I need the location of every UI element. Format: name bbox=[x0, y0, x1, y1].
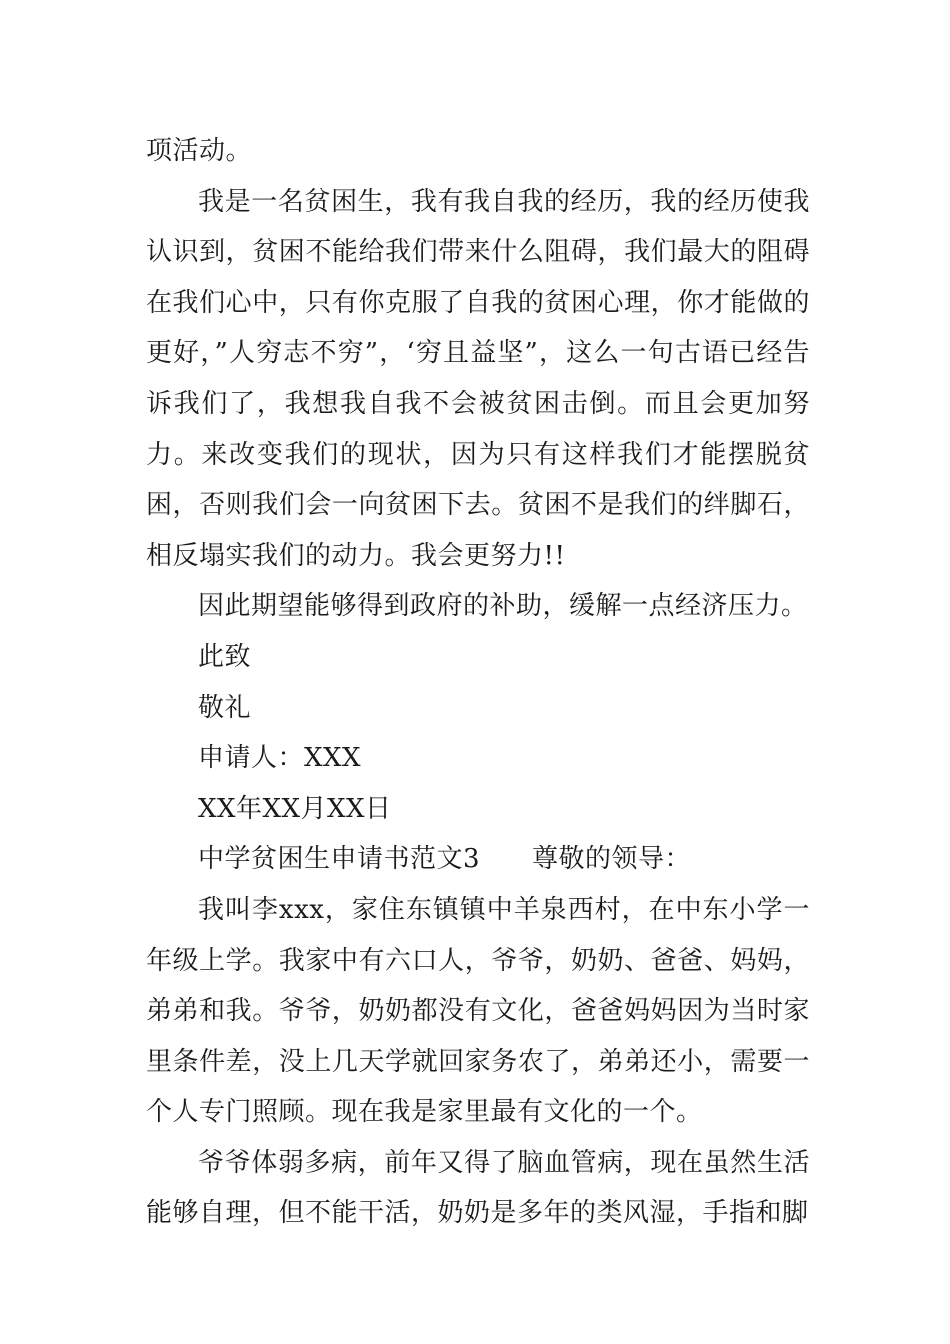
closing-cizhi: 此致 bbox=[198, 641, 252, 672]
section-salutation: 尊敬的领导： bbox=[532, 844, 692, 875]
section-title: 中学贫困生申请书范文3 bbox=[198, 844, 481, 875]
section-heading bbox=[146, 834, 810, 885]
paragraph-grandparents: 爷爷体弱多病，前年又得了脑血管病，现在虽然生活能够自理，但不能干活，奶奶是多年的类风湿，手指和脚 bbox=[146, 1147, 810, 1229]
applicant-signature: 申请人：XXX bbox=[198, 743, 362, 774]
paragraph-experience: 我是一名贫困生，我有我自我的经历，我的经历使我认识到，贫困不能给我们带来什么阻碍，我们最大的阻碍在我们心中，只有你克服了自我的贫困心理，你才能做的更好，”人穷志不穷”，‘穷且益坚”，这么一句古语已经告诉我们了，我想我自我不会被贫困击倒。而且会更加努力。来改变我们的现状，因为只有这样我们才能摆脱贫困，否则我们会一向贫困下去。贫困不是我们的绊脚石，相反塌实我们的动力。我会更努力!! bbox=[146, 186, 810, 571]
paragraph-continuation: 项活动。 bbox=[146, 136, 253, 166]
paragraph-family-intro: 我叫李xxx，家住东镇镇中羊泉西村，在中东小学一年级上学。我家中有六口人，爷爷，奶奶、爸爸、妈妈，弟弟和我。爷爷，奶奶都没有文化，爸爸妈妈因为当时家里条件差，没上几天学就回家务农了，弟弟还小，需要一个人专门照顾。现在我是家里最有文化的一个。 bbox=[146, 894, 810, 1128]
paragraph-request: 因此期望能够得到政府的补助，缓解一点经济压力。 bbox=[198, 591, 808, 622]
document-body bbox=[146, 126, 810, 1239]
application-date: XX年XX月XX日 bbox=[198, 793, 392, 824]
closing-jingli: 敬礼 bbox=[198, 692, 252, 723]
